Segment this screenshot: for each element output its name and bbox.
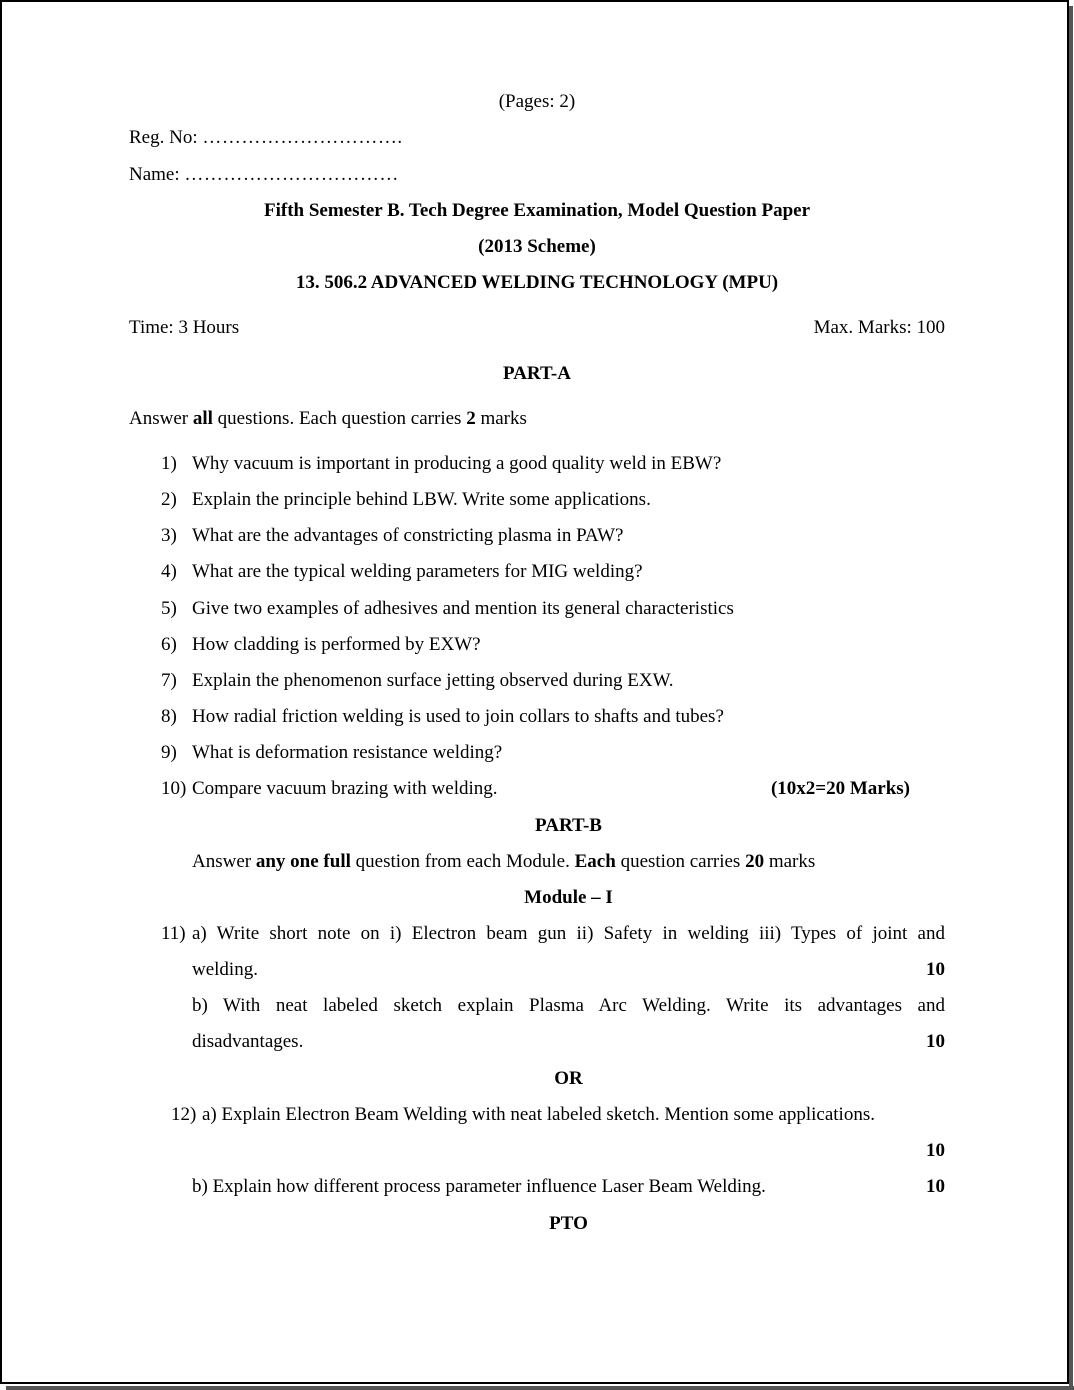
instr-text: question carries xyxy=(615,851,746,872)
instr-emphasis: all xyxy=(192,408,213,429)
module-title: Module – I xyxy=(524,887,613,908)
question-11a-marks: 10 xyxy=(926,959,945,980)
please-turn-over: PTO xyxy=(549,1213,588,1234)
instr-emphasis: any one full xyxy=(255,851,351,872)
question-number: 11) xyxy=(161,923,186,944)
question-11b-marks: 10 xyxy=(926,1031,945,1052)
question-number: 8) xyxy=(161,706,177,727)
question-text: Why vacuum is important in producing a good quality weld in EBW? xyxy=(192,453,722,474)
question-text: What is deformation resistance welding? xyxy=(192,742,503,763)
question-number: 9) xyxy=(161,742,177,763)
question-11b-line1: b) With neat labeled sketch explain Plasma Arc Welding. Write its advantages and xyxy=(192,995,945,1016)
instr-text: marks xyxy=(764,851,816,872)
question-number: 3) xyxy=(161,525,177,546)
part-b-instructions xyxy=(192,851,815,873)
question-item xyxy=(161,598,734,620)
question-item xyxy=(161,742,502,764)
part-a-total-marks: (10x2=20 Marks) xyxy=(770,778,910,799)
part-a-instructions xyxy=(129,408,527,430)
question-paper xyxy=(2,2,1071,1386)
question-item xyxy=(161,561,643,583)
instr-text: questions. Each question carries xyxy=(212,408,467,429)
time-allowed: Time: 3 Hours xyxy=(129,317,240,338)
question-12b-line1: b) Explain how different process parameter influence Laser Beam Welding. xyxy=(192,1176,766,1197)
question-item xyxy=(161,778,498,800)
instr-emphasis: 2 xyxy=(466,408,476,429)
question-11a-line1: a) Write short note on i) Electron beam gun ii) Safety in welding iii) Types of joint and xyxy=(192,923,945,944)
instr-text: Answer xyxy=(129,408,193,429)
instr-text: Answer xyxy=(192,851,256,872)
question-12a-line1: a) Explain Electron Beam Welding with neat labeled sketch. Mention some applications. xyxy=(202,1104,875,1125)
name-line xyxy=(129,164,399,186)
question-text: What are the typical welding parameters for MIG welding? xyxy=(192,561,643,582)
question-number: 2) xyxy=(161,489,177,510)
question-item xyxy=(161,453,721,475)
reg-no-dots: …………………………. xyxy=(202,127,403,148)
question-item xyxy=(161,525,623,547)
name-dots: …………………………… xyxy=(184,164,399,185)
instr-emphasis: 20 xyxy=(745,851,765,872)
name-label: Name: xyxy=(129,164,180,185)
question-number: 4) xyxy=(161,561,177,582)
instr-text: marks xyxy=(475,408,527,429)
question-item xyxy=(161,489,651,511)
or-separator: OR xyxy=(554,1068,583,1089)
question-text: How cladding is performed by EXW? xyxy=(192,634,481,655)
question-item xyxy=(161,634,481,656)
question-text: Compare vacuum brazing with welding. xyxy=(192,778,498,799)
question-item xyxy=(161,706,724,728)
part-b-title: PART-B xyxy=(535,815,602,836)
course-title: 13. 506.2 ADVANCED WELDING TECHNOLOGY (MPU) xyxy=(295,272,779,293)
exam-title: Fifth Semester B. Tech Degree Examination, Model Question Paper xyxy=(263,200,811,221)
part-a-title: PART-A xyxy=(503,363,571,384)
question-11b-line2: disadvantages. xyxy=(192,1031,304,1052)
question-number: 6) xyxy=(161,634,177,655)
question-12b-marks: 10 xyxy=(926,1176,945,1197)
pages-count: (Pages: 2) xyxy=(498,91,576,112)
question-number: 1) xyxy=(161,453,177,474)
question-item xyxy=(161,670,674,692)
question-text: How radial friction welding is used to join collars to shafts and tubes? xyxy=(192,706,724,727)
question-number: 12) xyxy=(171,1104,197,1125)
question-number: 5) xyxy=(161,598,177,619)
reg-no-line xyxy=(129,127,403,149)
reg-no-label: Reg. No: xyxy=(129,127,198,148)
question-number: 7) xyxy=(161,670,177,691)
question-11a-line2: welding. xyxy=(192,959,258,980)
question-12a-marks: 10 xyxy=(926,1140,945,1161)
question-text: Explain the phenomenon surface jetting observed during EXW. xyxy=(192,670,674,691)
question-text: Give two examples of adhesives and mention its general characteristics xyxy=(192,598,734,619)
scheme: (2013 Scheme) xyxy=(478,236,596,257)
question-number: 10) xyxy=(161,778,187,799)
instr-emphasis: Each xyxy=(574,851,616,872)
question-text: Explain the principle behind LBW. Write some applications. xyxy=(192,489,651,510)
question-text: What are the advantages of constricting plasma in PAW? xyxy=(192,525,624,546)
instr-text: question from each Module. xyxy=(350,851,575,872)
max-marks: Max. Marks: 100 xyxy=(813,317,945,338)
